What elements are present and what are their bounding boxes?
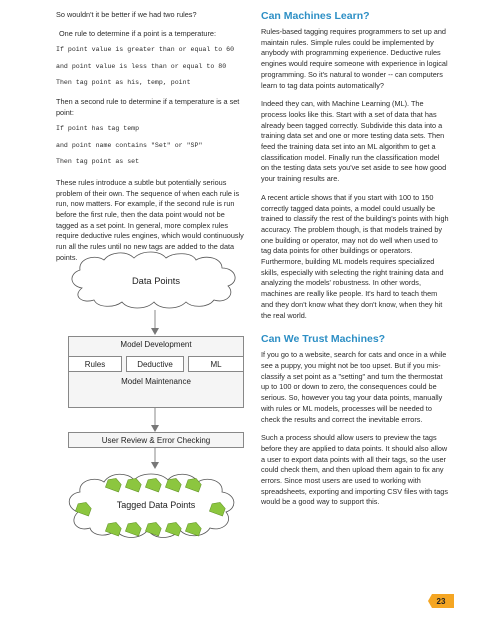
rules-problem-paragraph: These rules introduce a subtle but potentially serious problem of their own. The sequence of when each rule is run, now matters. For example, if the second rule is run before the first rule, then the data point would not be tagged as a set point. In general, more complex rules require deductive rules engines, which would continuously run all the rules until no new tags are added to the data points.: [56, 177, 244, 262]
intro-question: So wouldn't it be better if we had two rules?: [56, 10, 197, 19]
rule-two-line-1: If point has tag temp: [56, 125, 140, 133]
model-development-label: Model Development: [120, 340, 192, 349]
rule-one-line-1: If point value is greater than or equal to 60: [56, 46, 235, 54]
tagging-process-diagram: [56, 250, 256, 565]
right-column: [261, 10, 449, 508]
heading-can-we-trust-machines: Can We Trust Machines?: [261, 333, 386, 346]
model-maintenance-label: Model Maintenance: [121, 377, 191, 386]
data-points-label: Data Points: [131, 276, 181, 286]
rule-two-intro: Then a second rule to determine if a temperature is a set point:: [56, 96, 240, 117]
deductive-box: Deductive: [126, 356, 184, 372]
trust-paragraph-2: Such a process should allow users to preview the tags before they are applied to data points. It should also allow a user to export data points with all their tags, so the user could check them, and then upload them again to fix any errors. Since most users are used to working with spreadsheets, exporting and importing CSV files with tags would be a good way to support this.: [261, 433, 448, 507]
ml-box: ML: [188, 356, 244, 372]
tagged-data-points-label: Tagged Data Points: [116, 500, 196, 510]
user-review-box: User Review & Error Checking: [68, 432, 244, 448]
rule-two-line-3: Then tag point as set: [56, 158, 140, 166]
machines-learn-paragraph-1: Rules-based tagging requires programmers to set up and maintain rules. Simple rules could be implemented by anybody with programming experience. Deductive rules engines would require someone with experience in logical programming. So it's natural to wonder -- can computers learn to tag data points automatically?: [261, 27, 448, 90]
rule-one-line-3: Then tag point as his, temp, point: [56, 79, 191, 87]
machines-learn-paragraph-3: A recent article shows that if you start with 100 to 150 correctly tagged data points, a model could usually be trained to classify the rest of the building's points with high accuracy. The problem though, is that models trained by one building or operator, may not do well when used to tag data points for other buildings or operators. Furthermore, building ML models requires specialized skills, especially with selecting the right training data and analyzing the models' robustness. In other words, machines are really like people. It's hard to teach them and they don't know what they don't know, when they hit the real world.: [261, 192, 449, 320]
page-number: 23: [436, 596, 446, 606]
rule-one-line-2: and point value is less than or equal to 80: [56, 62, 227, 70]
rules-box: Rules: [68, 356, 122, 372]
heading-can-machines-learn: Can Machines Learn?: [261, 10, 370, 22]
rule-two-line-2: and point name contains "Set" or "SP": [56, 141, 203, 149]
page-number-badge: [428, 594, 454, 608]
rule-one-intro: One rule to determine if a point is a temperature:: [59, 28, 216, 38]
left-column: [56, 10, 248, 263]
machines-learn-paragraph-2: Indeed they can, with Machine Learning (ML). The process looks like this. Start with a set of data that has already been tagged correctly. Subdivide this data into a training data set and one or more testing data sets. Then feed the training data set into an ML algorithm to get a classification model. Finally run the classification model on the testing data sets you've set aside to see how good your training results are.: [261, 99, 447, 184]
trust-paragraph-1: If you go to a website, search for cats and once in a while see a puppy, you might not be too upset. But if you mis-classify a set point as a "setting" and turn the thermostat up to 100 or down to zero, the consequences could be serious. So, however you tag your data points, manually with rules or ML models, processes will be needed to check the results and correct the inevitable errors.: [261, 350, 447, 424]
